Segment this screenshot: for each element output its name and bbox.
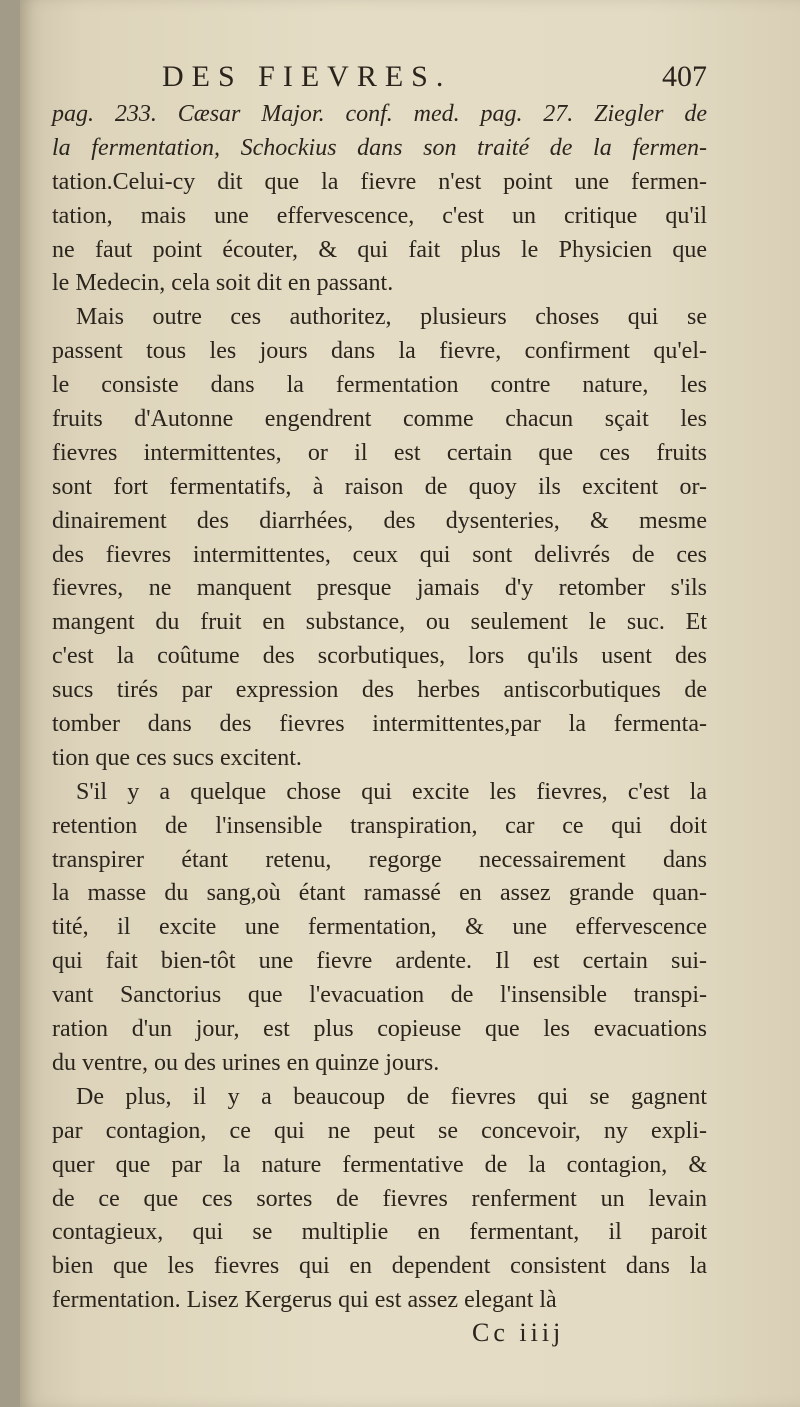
text-line: quer que par la nature fermentative de la contagion, & bbox=[52, 1151, 707, 1178]
text-line: la fermentation, Schockius dans son traité de la fermen- bbox=[52, 134, 707, 161]
text-line: fievres intermittentes, or il est certain que ces fruits bbox=[52, 439, 707, 466]
text-line: la masse du sang,où étant ramassé en assez grande quan- bbox=[52, 880, 707, 907]
text-line: par contagion, ce qui ne peut se concevoir, ny expli- bbox=[52, 1117, 707, 1144]
text-line: tation, mais une effervescence, c'est un critique qu'il bbox=[52, 202, 707, 229]
paragraph bbox=[52, 98, 707, 301]
text-line: le consiste dans la fermentation contre nature, les bbox=[52, 372, 707, 399]
running-title: DES FIEVRES. bbox=[162, 60, 452, 93]
text-line: le Medecin, cela soit dit en passant. bbox=[52, 270, 394, 297]
text-line: contagieux, qui se multiplie en fermentant, il paroit bbox=[52, 1219, 707, 1246]
text-line: c'est la coûtume des scorbutiques, lors qu'ils usent des bbox=[52, 643, 707, 670]
paragraph bbox=[52, 776, 707, 1081]
text-line: tation.Celui-cy dit que la fievre n'est point une fermen- bbox=[52, 168, 707, 195]
page-footer bbox=[52, 1318, 707, 1354]
text-line: vant Sanctorius que l'evacuation de l'insensible transpi- bbox=[52, 982, 707, 1009]
text-line: pag. 233. Cæsar Major. conf. med. pag. 27. Ziegler de bbox=[52, 101, 707, 127]
text-line: qui fait bien-tôt une fievre ardente. Il est certain sui- bbox=[52, 948, 707, 975]
text-line: fermentation. Lisez Kergerus qui est assez elegant là bbox=[52, 1287, 557, 1314]
text-line: mangent du fruit en substance, ou seulement le suc. Et bbox=[52, 609, 707, 636]
text-line: tion que ces sucs excitent. bbox=[52, 744, 302, 771]
text-line: De plus, il y a beaucoup de fievres qui se gagnent bbox=[76, 1083, 707, 1110]
text-line: fruits d'Autonne engendrent comme chacun sçait les bbox=[52, 406, 707, 433]
text-line: sont fort fermentatifs, à raison de quoy ils excitent or- bbox=[52, 473, 707, 500]
page-content bbox=[52, 60, 707, 1354]
signature-mark: Cc iiij bbox=[472, 1318, 565, 1348]
page-header bbox=[52, 60, 707, 98]
text-line: retention de l'insensible transpiration, car ce qui doit bbox=[52, 812, 707, 839]
page-number: 407 bbox=[662, 60, 707, 93]
text-line: ration d'un jour, est plus copieuse que les evacuations bbox=[52, 1016, 707, 1043]
body-text bbox=[52, 98, 707, 1318]
text-line: de ce que ces sortes de fievres renferment un levain bbox=[52, 1185, 707, 1212]
text-line: des fievres intermittentes, ceux qui sont delivrés de ces bbox=[52, 541, 707, 568]
text-line: tomber dans des fievres intermittentes,par la fermenta- bbox=[52, 711, 707, 738]
text-line: bien que les fievres qui en dependent consistent dans la bbox=[52, 1253, 707, 1280]
text-line: ne faut point écouter, & qui fait plus le Physicien que bbox=[52, 236, 707, 263]
paragraph bbox=[52, 1081, 707, 1318]
text-line: passent tous les jours dans la fievre, confirment qu'el- bbox=[52, 338, 707, 365]
text-line: tité, il excite une fermentation, & une effervescence bbox=[52, 914, 707, 941]
text-line: du ventre, ou des urines en quinze jours. bbox=[52, 1049, 440, 1076]
text-line: Mais outre ces authoritez, plusieurs choses qui se bbox=[76, 304, 707, 331]
book-page bbox=[20, 0, 800, 1407]
text-line: transpirer étant retenu, regorge necessairement dans bbox=[52, 846, 707, 873]
text-line: dinairement des diarrhées, des dysenteries, & mesme bbox=[52, 507, 707, 534]
text-line: fievres, ne manquent presque jamais d'y retomber s'ils bbox=[52, 575, 707, 602]
paragraph bbox=[52, 301, 707, 775]
text-line: sucs tirés par expression des herbes antiscorbutiques de bbox=[52, 677, 707, 704]
text-line: S'il y a quelque chose qui excite les fievres, c'est la bbox=[76, 778, 707, 805]
